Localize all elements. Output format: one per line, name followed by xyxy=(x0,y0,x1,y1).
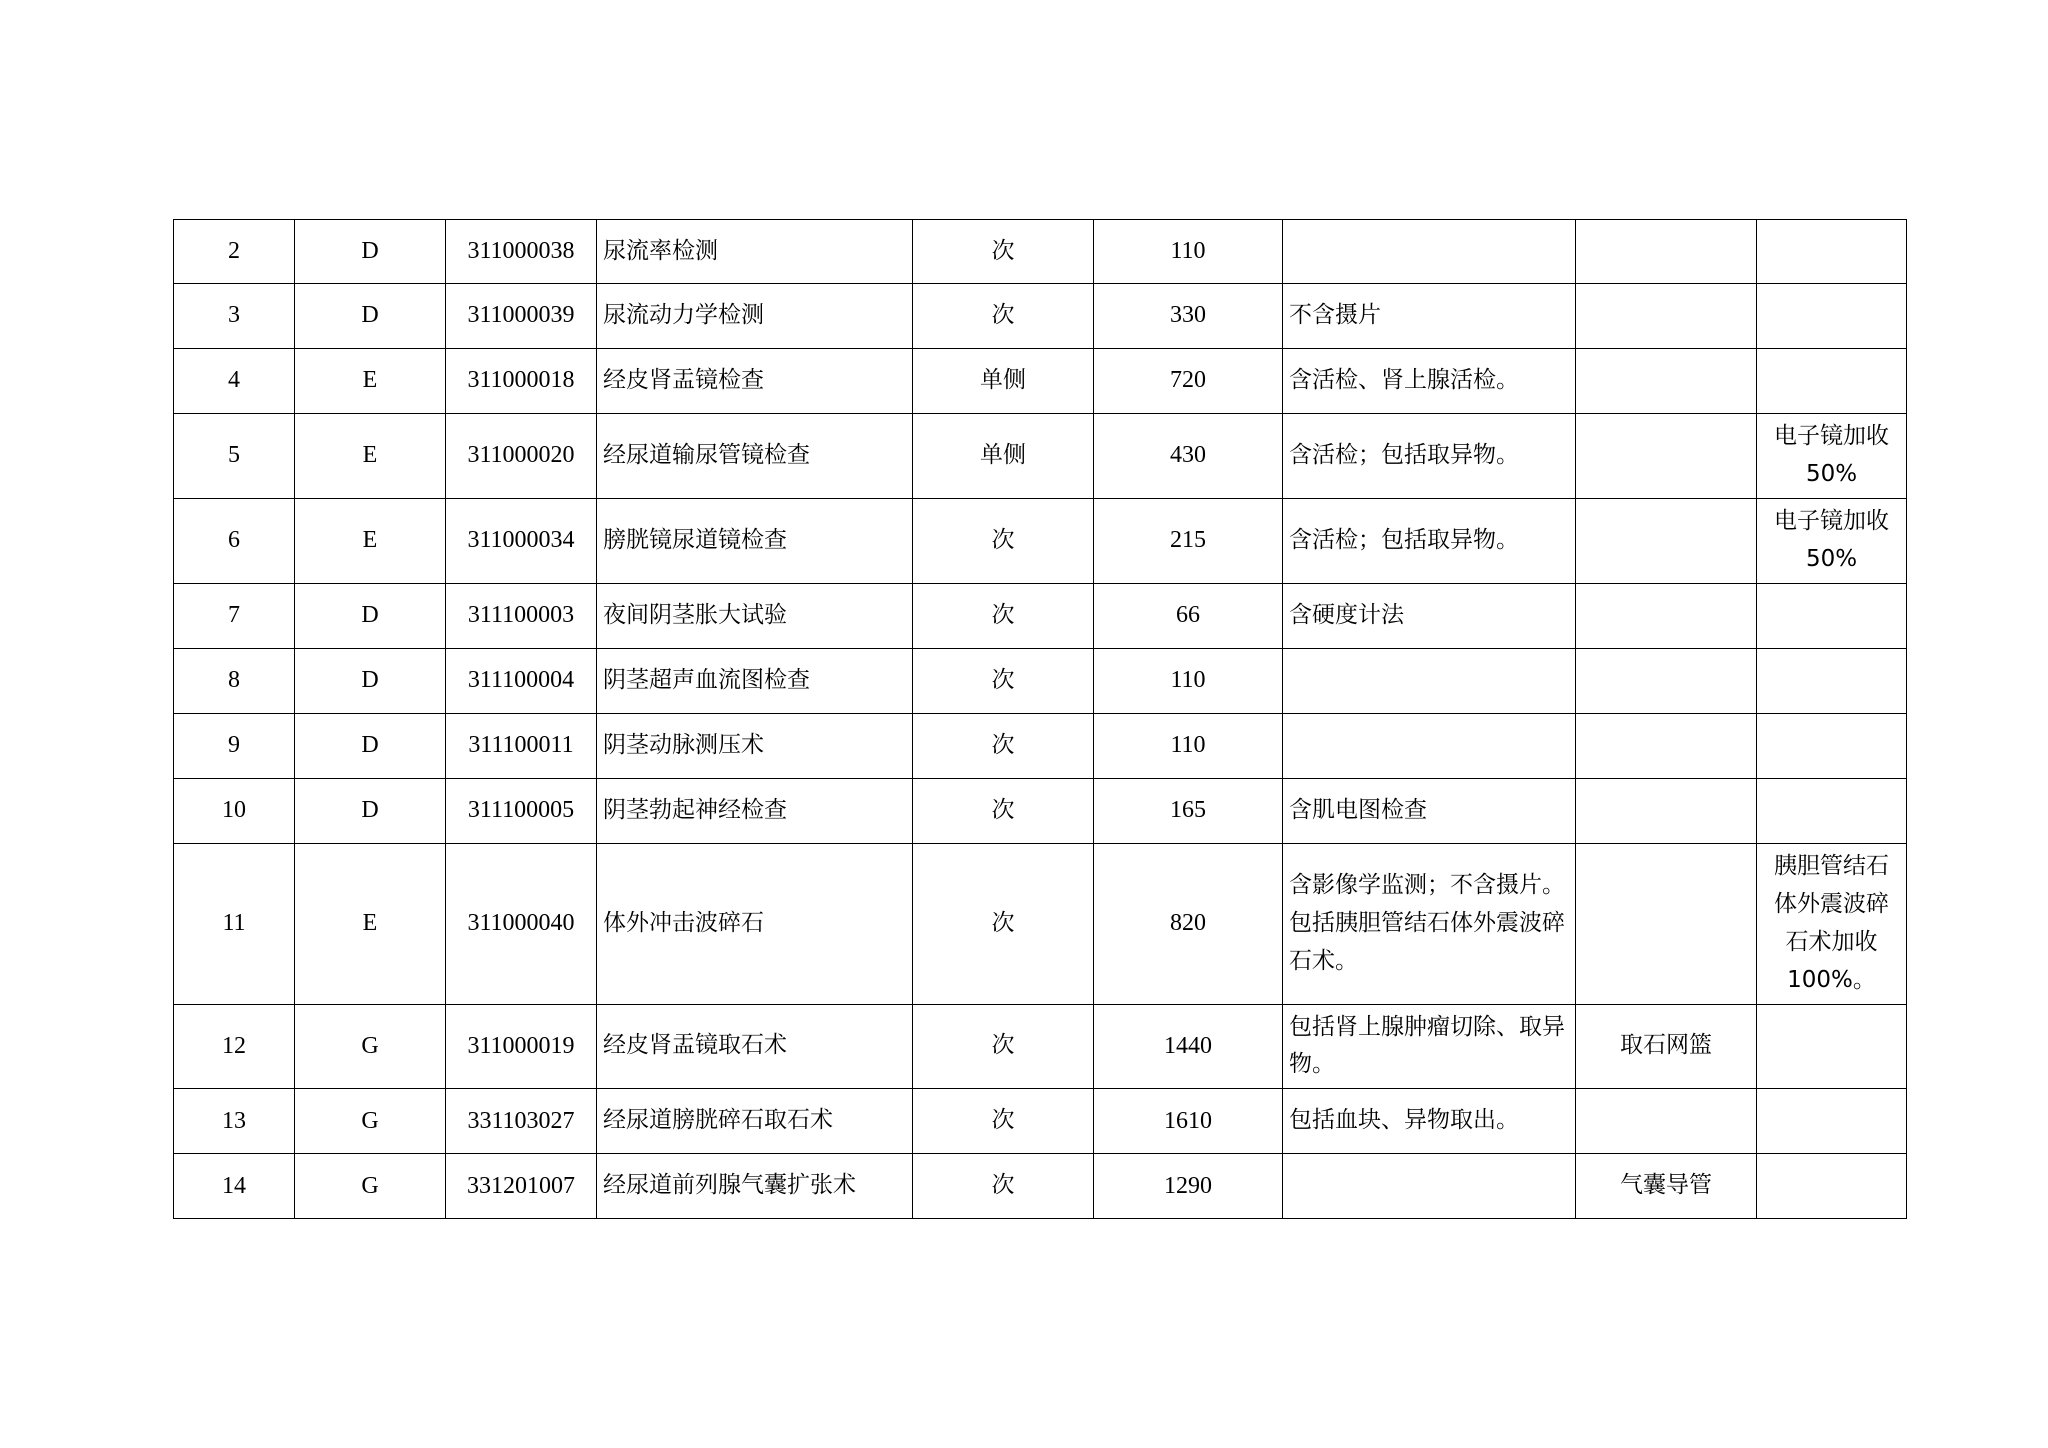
cell-seq: 6 xyxy=(174,498,295,583)
table-row xyxy=(174,349,1907,414)
cell-price: 1290 xyxy=(1094,1154,1283,1219)
cell-extra xyxy=(1757,778,1907,843)
cell-item-name: 经皮肾盂镜取石术 xyxy=(597,1004,913,1089)
cell-item-name: 尿流动力学检测 xyxy=(597,284,913,349)
cell-code: 311000038 xyxy=(446,220,597,284)
cell-class: D xyxy=(295,583,446,648)
cell-material xyxy=(1576,414,1757,499)
table-row xyxy=(174,1004,1907,1089)
cell-item-name: 经尿道膀胱碎石取石术 xyxy=(597,1089,913,1154)
cell-class: E xyxy=(295,349,446,414)
cell-price: 215 xyxy=(1094,498,1283,583)
cell-code: 311000040 xyxy=(446,843,597,1004)
cell-material xyxy=(1576,1089,1757,1154)
cell-code: 311000034 xyxy=(446,498,597,583)
cell-seq: 9 xyxy=(174,713,295,778)
cell-extra xyxy=(1757,713,1907,778)
cell-note: 含硬度计法 xyxy=(1283,583,1576,648)
cell-unit: 单侧 xyxy=(913,414,1094,499)
cell-note: 包括血块、异物取出。 xyxy=(1283,1089,1576,1154)
cell-extra: 电子镜加收50% xyxy=(1757,498,1907,583)
cell-seq: 13 xyxy=(174,1089,295,1154)
cell-unit: 单侧 xyxy=(913,349,1094,414)
cell-seq: 8 xyxy=(174,648,295,713)
table-body xyxy=(174,220,1907,1219)
cell-material xyxy=(1576,220,1757,284)
cell-material xyxy=(1576,583,1757,648)
cell-price: 165 xyxy=(1094,778,1283,843)
cell-extra: 胰胆管结石体外震波碎石术加收100%。 xyxy=(1757,843,1907,1004)
cell-class: D xyxy=(295,713,446,778)
cell-seq: 3 xyxy=(174,284,295,349)
cell-seq: 11 xyxy=(174,843,295,1004)
cell-unit: 次 xyxy=(913,284,1094,349)
cell-seq: 5 xyxy=(174,414,295,499)
cell-material xyxy=(1576,349,1757,414)
cell-material xyxy=(1576,843,1757,1004)
cell-material: 气囊导管 xyxy=(1576,1154,1757,1219)
cell-extra xyxy=(1757,1154,1907,1219)
cell-unit: 次 xyxy=(913,1089,1094,1154)
cell-item-name: 体外冲击波碎石 xyxy=(597,843,913,1004)
cell-material xyxy=(1576,778,1757,843)
cell-unit: 次 xyxy=(913,220,1094,284)
cell-extra: 电子镜加收50% xyxy=(1757,414,1907,499)
cell-price: 820 xyxy=(1094,843,1283,1004)
cell-code: 311000018 xyxy=(446,349,597,414)
cell-note xyxy=(1283,648,1576,713)
cell-item-name: 尿流率检测 xyxy=(597,220,913,284)
cell-note: 包括肾上腺肿瘤切除、取异物。 xyxy=(1283,1004,1576,1089)
cell-code: 331103027 xyxy=(446,1089,597,1154)
cell-price: 110 xyxy=(1094,648,1283,713)
cell-unit: 次 xyxy=(913,648,1094,713)
table-row xyxy=(174,713,1907,778)
table-row xyxy=(174,648,1907,713)
cell-extra xyxy=(1757,1089,1907,1154)
cell-seq: 12 xyxy=(174,1004,295,1089)
cell-price: 110 xyxy=(1094,220,1283,284)
cell-note xyxy=(1283,713,1576,778)
cell-code: 311100005 xyxy=(446,778,597,843)
cell-item-name: 经尿道输尿管镜检查 xyxy=(597,414,913,499)
cell-note: 含活检；包括取异物。 xyxy=(1283,414,1576,499)
cell-class: G xyxy=(295,1154,446,1219)
table-row xyxy=(174,583,1907,648)
cell-price: 66 xyxy=(1094,583,1283,648)
cell-item-name: 经尿道前列腺气囊扩张术 xyxy=(597,1154,913,1219)
cell-note: 不含摄片 xyxy=(1283,284,1576,349)
cell-unit: 次 xyxy=(913,498,1094,583)
cell-code: 311100011 xyxy=(446,713,597,778)
cell-price: 1610 xyxy=(1094,1089,1283,1154)
table-row xyxy=(174,284,1907,349)
cell-class: G xyxy=(295,1004,446,1089)
cell-extra xyxy=(1757,648,1907,713)
cell-item-name: 膀胱镜尿道镜检查 xyxy=(597,498,913,583)
cell-seq: 14 xyxy=(174,1154,295,1219)
cell-material xyxy=(1576,498,1757,583)
cell-extra xyxy=(1757,1004,1907,1089)
cell-note xyxy=(1283,1154,1576,1219)
cell-code: 311100003 xyxy=(446,583,597,648)
cell-note xyxy=(1283,220,1576,284)
cell-material xyxy=(1576,284,1757,349)
cell-class: D xyxy=(295,778,446,843)
cell-price: 110 xyxy=(1094,713,1283,778)
table-row xyxy=(174,498,1907,583)
cell-item-name: 阴茎勃起神经检查 xyxy=(597,778,913,843)
cell-class: D xyxy=(295,220,446,284)
cell-class: D xyxy=(295,284,446,349)
cell-extra xyxy=(1757,220,1907,284)
table-row xyxy=(174,778,1907,843)
cell-code: 311000020 xyxy=(446,414,597,499)
cell-note: 含活检；包括取异物。 xyxy=(1283,498,1576,583)
cell-class: E xyxy=(295,498,446,583)
cell-unit: 次 xyxy=(913,713,1094,778)
cell-code: 311000039 xyxy=(446,284,597,349)
cell-price: 430 xyxy=(1094,414,1283,499)
cell-class: G xyxy=(295,1089,446,1154)
cell-item-name: 阴茎动脉测压术 xyxy=(597,713,913,778)
cell-unit: 次 xyxy=(913,843,1094,1004)
cell-price: 720 xyxy=(1094,349,1283,414)
cell-item-name: 夜间阴茎胀大试验 xyxy=(597,583,913,648)
cell-note: 含影像学监测；不含摄片。包括胰胆管结石体外震波碎石术。 xyxy=(1283,843,1576,1004)
cell-material xyxy=(1576,713,1757,778)
cell-class: E xyxy=(295,414,446,499)
cell-item-name: 经皮肾盂镜检查 xyxy=(597,349,913,414)
cell-unit: 次 xyxy=(913,1154,1094,1219)
cell-unit: 次 xyxy=(913,583,1094,648)
cell-price: 330 xyxy=(1094,284,1283,349)
table-row xyxy=(174,843,1907,1004)
cell-extra xyxy=(1757,349,1907,414)
cell-code: 311100004 xyxy=(446,648,597,713)
cell-class: E xyxy=(295,843,446,1004)
cell-unit: 次 xyxy=(913,1004,1094,1089)
cell-material: 取石网篮 xyxy=(1576,1004,1757,1089)
pricing-table xyxy=(173,219,1907,1219)
cell-unit: 次 xyxy=(913,778,1094,843)
cell-price: 1440 xyxy=(1094,1004,1283,1089)
cell-note: 含肌电图检查 xyxy=(1283,778,1576,843)
cell-seq: 10 xyxy=(174,778,295,843)
cell-note: 含活检、肾上腺活检。 xyxy=(1283,349,1576,414)
cell-material xyxy=(1576,648,1757,713)
cell-seq: 4 xyxy=(174,349,295,414)
cell-class: D xyxy=(295,648,446,713)
cell-code: 331201007 xyxy=(446,1154,597,1219)
cell-code: 311000019 xyxy=(446,1004,597,1089)
cell-seq: 2 xyxy=(174,220,295,284)
table-row xyxy=(174,1154,1907,1219)
cell-extra xyxy=(1757,583,1907,648)
cell-extra xyxy=(1757,284,1907,349)
table-row xyxy=(174,414,1907,499)
cell-seq: 7 xyxy=(174,583,295,648)
table-row xyxy=(174,220,1907,284)
cell-item-name: 阴茎超声血流图检查 xyxy=(597,648,913,713)
table-row xyxy=(174,1089,1907,1154)
